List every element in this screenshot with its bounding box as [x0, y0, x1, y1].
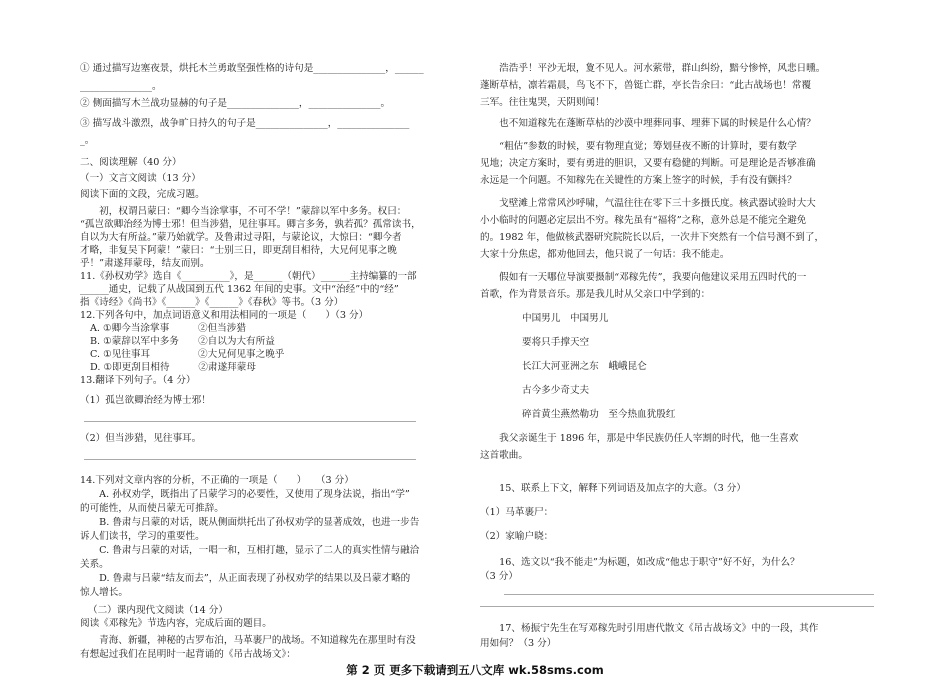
paragraph-2: “粗估”参数的时候，要有物理直觉；筹划昼夜不断的计算时，要有数学 — [480, 141, 797, 152]
option-b: B. ①蒙辞以军中多务 ②自以为大有所益 — [90, 336, 275, 347]
song-line: 中国男儿 中国男儿 — [522, 313, 609, 324]
part2-text: 有想起过我们在昆明时一起背诵的《吊古战场文》： — [80, 649, 296, 660]
passage-line: 乎！”肃遂拜蒙母，结友而别。 — [80, 258, 210, 269]
song-line: 要将只手撑天空 — [522, 337, 590, 348]
quote-line: 浩浩乎！平沙无垠，夐不见人。河水萦带，群山纠纷，黯兮惨悴，风悲日曛。 — [480, 63, 826, 74]
section-heading: 二、阅读理解（40 分） — [80, 157, 182, 168]
q14-line: A. 孙权劝学，既指出了吕蒙学习的必要性，又使用了现身法说，指出“学” — [80, 489, 410, 500]
question-14: 14.下列对文章内容的分析，不正确的一项是（ ） （3 分） — [80, 475, 354, 486]
question-17-cont: 用如何？（3 分） — [480, 638, 557, 649]
question-16-cont: （3 分） — [480, 571, 518, 582]
paragraph-2: 永远是一个问题。不知稼先在关键性的方案上签字的时候，手有没有颤抖？ — [480, 175, 797, 186]
fill-question-3-cont: _。 — [80, 135, 95, 146]
option-c: C. ①见往事耳 ②大兄何见事之晚乎 — [90, 349, 285, 360]
part2-heading: （二）课内现代文阅读（14 分） — [88, 605, 228, 616]
part1-instruction: 阅读下面的文段，完成习题。 — [80, 189, 205, 200]
passage-line: 初，权谓吕蒙曰：“卿今当涂掌事，不可不学！”蒙辞以军中多务。权曰： — [80, 206, 407, 217]
question-13: 13.翻译下列句子。（4 分） — [80, 375, 196, 386]
fill-question-3: ③ 描写战斗激烈，战争旷日持久的句子是_______________，_______________ — [80, 118, 410, 129]
question-11-cont: 指《诗经》《尚书》《______》《______》《春秋》等书。（3 分） — [80, 297, 344, 308]
passage-line: “孤岂欲卿治经为博士邪！但当涉猎，见往事耳。卿言多务，孰若孤？孤常读书， — [80, 219, 421, 230]
paragraph-1: 也不知道稼先在蓬断草枯的沙漠中埋葬同事、埋葬下属的时候是什么心情？ — [480, 118, 816, 129]
fill-question-1: ① 通过描写边塞夜景，烘托木兰勇敢坚强性格的诗句是_______________，______ — [80, 63, 424, 74]
q14-line: 关系。 — [80, 559, 109, 570]
part1-heading: （一）文言文阅读（13 分） — [80, 173, 201, 184]
q14-line: C. 鲁肃与吕蒙的对话，一唱一和，互相打趣，显示了二人的真实性情与融洽 — [80, 545, 420, 556]
question-15: 15、联系上下文，解释下列词语及加点字的大意。（3 分） — [480, 483, 746, 494]
passage-line: 自以为大有所益。”蒙乃始就学。及鲁肃过寻阳，与蒙论议，大惊曰：“卿今者 — [80, 232, 402, 243]
q14-line: 惊人增长。 — [80, 587, 128, 598]
paragraph-2: 见地；决定方案时，要有勇进的胆识，又要有稳健的判断。可是理论是否够准确 — [480, 158, 816, 169]
question-11: 11.《孙权劝学》选自《__________》，是______（朝代）______主持编纂的一部 — [80, 271, 417, 282]
q14-line: D. 鲁肃与吕蒙“结友而去”，从正面表现了孙权劝学的结果以及吕蒙才略的 — [80, 573, 411, 584]
question-13-1: （1）孤岂欲卿治经为博士邪！ — [80, 395, 211, 406]
q14-line: 的可能性，从而使吕蒙无可推辞。 — [80, 503, 224, 514]
quote-line: 三军。往往鬼哭，天阴则闻！ — [480, 97, 605, 108]
answer-line — [84, 421, 416, 422]
q14-line: 诉人们读书，学习的重要性。 — [80, 531, 205, 542]
part2-text: 青海、新疆，神秘的古罗布泊，马革裹尸的战场。不知道稼先在那里时有没 — [80, 635, 416, 646]
quote-line: 蓬断草枯，凛若霜晨，鸟飞不下，兽铤亡群，亭长告余曰：“此古战场也！常覆 — [480, 80, 812, 91]
paragraph-5: 我父亲诞生于 1896 年，那是中华民族仍任人宰割的时代，他一生喜欢 — [480, 433, 799, 444]
answer-line — [84, 459, 416, 460]
paragraph-5: 这首歌曲。 — [480, 450, 528, 461]
answer-line — [480, 606, 874, 607]
paragraph-3: 大家十分焦虑，都劝他回去，他只说了一句话：我不能走。 — [480, 249, 730, 260]
passage-line: 才略，非复吴下阿蒙！”蒙曰：“士别三日，即更刮目相待，大兄何见事之晚 — [80, 245, 397, 256]
page-footer: 第 2 页 更多下载请到五八文库 wk.58sms.com — [346, 663, 604, 677]
paragraph-3: 的。1982 年，他做核武器研究院院长以后，一次井下突然有一个信号测不到了， — [480, 232, 825, 243]
question-16: 16、选文以“我不能走”为标题，如改成“他忠于职守”好不好，为什么？ — [480, 557, 800, 568]
question-11-cont: ______通史，记载了从战国到五代 1362 年间的史事。文中“治经”中的“经” — [80, 284, 399, 295]
question-13-2: （2）但当涉猎，见往事耳。 — [80, 433, 202, 444]
answer-line — [504, 594, 874, 595]
paragraph-4: 假如有一天哪位导演要摄制“邓稼先传”，我要向他建议采用五四时代的一 — [480, 272, 807, 283]
song-line: 碎首黄尘燕然勒功 至今热血犹殷红 — [522, 409, 676, 420]
part2-instruction: 阅读《邓稼先》节选内容，完成后面的题目。 — [80, 618, 272, 629]
q14-line: B. 鲁肃与吕蒙的对话，既从侧面烘托出了孙权劝学的显著成效，也进一步告 — [80, 517, 420, 528]
fill-question-2: ② 侧面描写木兰战功显赫的句子是_______________，_______________。 — [80, 98, 391, 109]
question-17: 17、杨振宁先生在写邓稼先时引用唐代散文《吊古战场文》中的一段，其作 — [480, 623, 819, 634]
paragraph-3: 小小临时的问题必定层出不穷。稼先虽有“福将”之称，意外总是不能完全避免 — [480, 215, 807, 226]
option-d: D. ①即更刮目相待 ②肃遂拜蒙母 — [90, 362, 256, 373]
paragraph-4: 首歌，作为背景音乐。那是我儿时从父亲口中学到的： — [480, 289, 711, 300]
option-a: A. ①卿今当涂掌事 ②但当涉猎 — [90, 323, 246, 334]
question-15-1: （1）马革裹尸： — [480, 507, 554, 518]
paragraph-3: 戈壁滩上常常风沙呼啸，气温往往在零下三十多摄氏度。核武器试验时大大 — [480, 198, 816, 209]
question-15-2: （2）家喻户晓： — [480, 531, 554, 542]
song-line: 长江大河亚洲之东 峨峨昆仑 — [522, 361, 647, 372]
question-12: 12.下列各句中，加点词语意义和用法相同的一项是（ ）（3 分） — [80, 310, 369, 321]
fill-question-1-cont: _______________。 — [80, 81, 162, 92]
song-line: 古今多少奇丈夫 — [522, 385, 590, 396]
